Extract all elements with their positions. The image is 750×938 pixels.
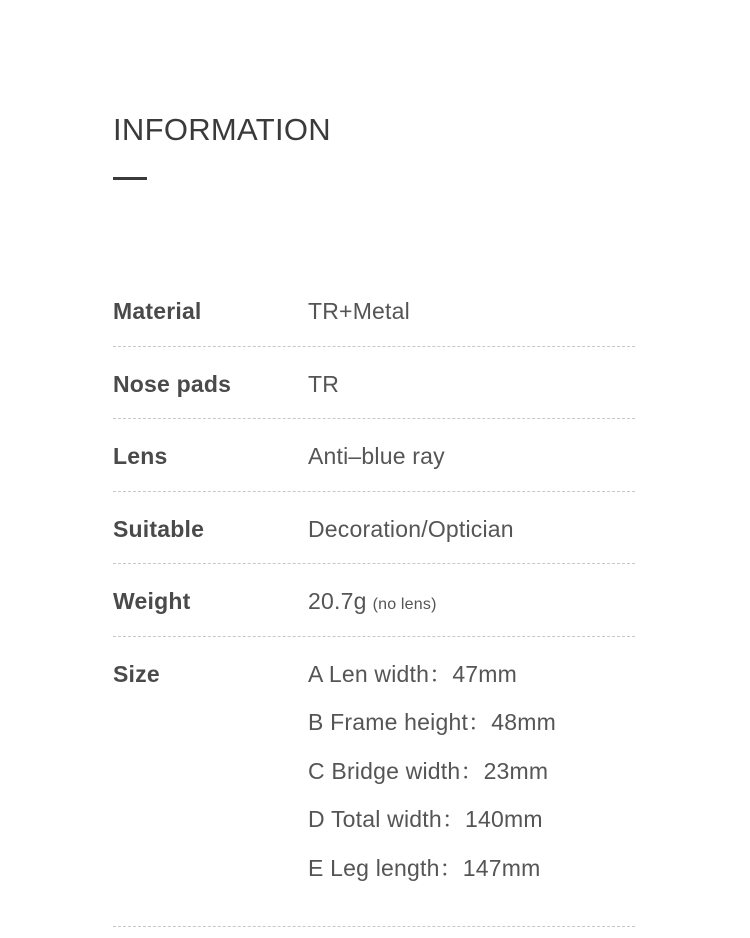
spec-value <box>308 564 635 618</box>
spec-row-weight <box>113 564 635 637</box>
spec-label: Suitable <box>113 515 205 542</box>
spec-row-size <box>113 637 635 927</box>
spec-label: Lens <box>113 443 168 469</box>
size-item: C Bridge width：23mm <box>308 757 549 784</box>
spec-label: Size <box>113 660 160 687</box>
spec-value: TR+Metal <box>308 298 410 324</box>
title-underline <box>113 177 147 180</box>
size-item: B Frame height：48mm <box>308 709 556 735</box>
spec-row-lens <box>113 419 635 492</box>
size-values <box>308 637 635 904</box>
size-item: A Len width：47mm <box>308 660 518 687</box>
spec-label: Nose pads <box>113 370 232 397</box>
section-title: INFORMATION <box>113 112 331 147</box>
spec-table <box>113 274 635 927</box>
spec-value: Anti–blue ray <box>308 443 445 469</box>
size-item: D Total width：140mm <box>308 806 543 832</box>
spec-label: Material <box>113 298 202 324</box>
weight-value: 20.7g <box>308 588 367 614</box>
spec-value: Decoration/Optician <box>308 515 514 542</box>
spec-row-nose-pads <box>113 347 635 420</box>
spec-label: Weight <box>113 588 191 614</box>
spec-value: TR <box>308 370 340 397</box>
weight-note: (no lens) <box>372 596 437 613</box>
spec-row-material <box>113 274 635 347</box>
size-item: E Leg length：147mm <box>308 854 541 881</box>
size-list <box>308 661 635 904</box>
spec-row-suitable <box>113 492 635 565</box>
